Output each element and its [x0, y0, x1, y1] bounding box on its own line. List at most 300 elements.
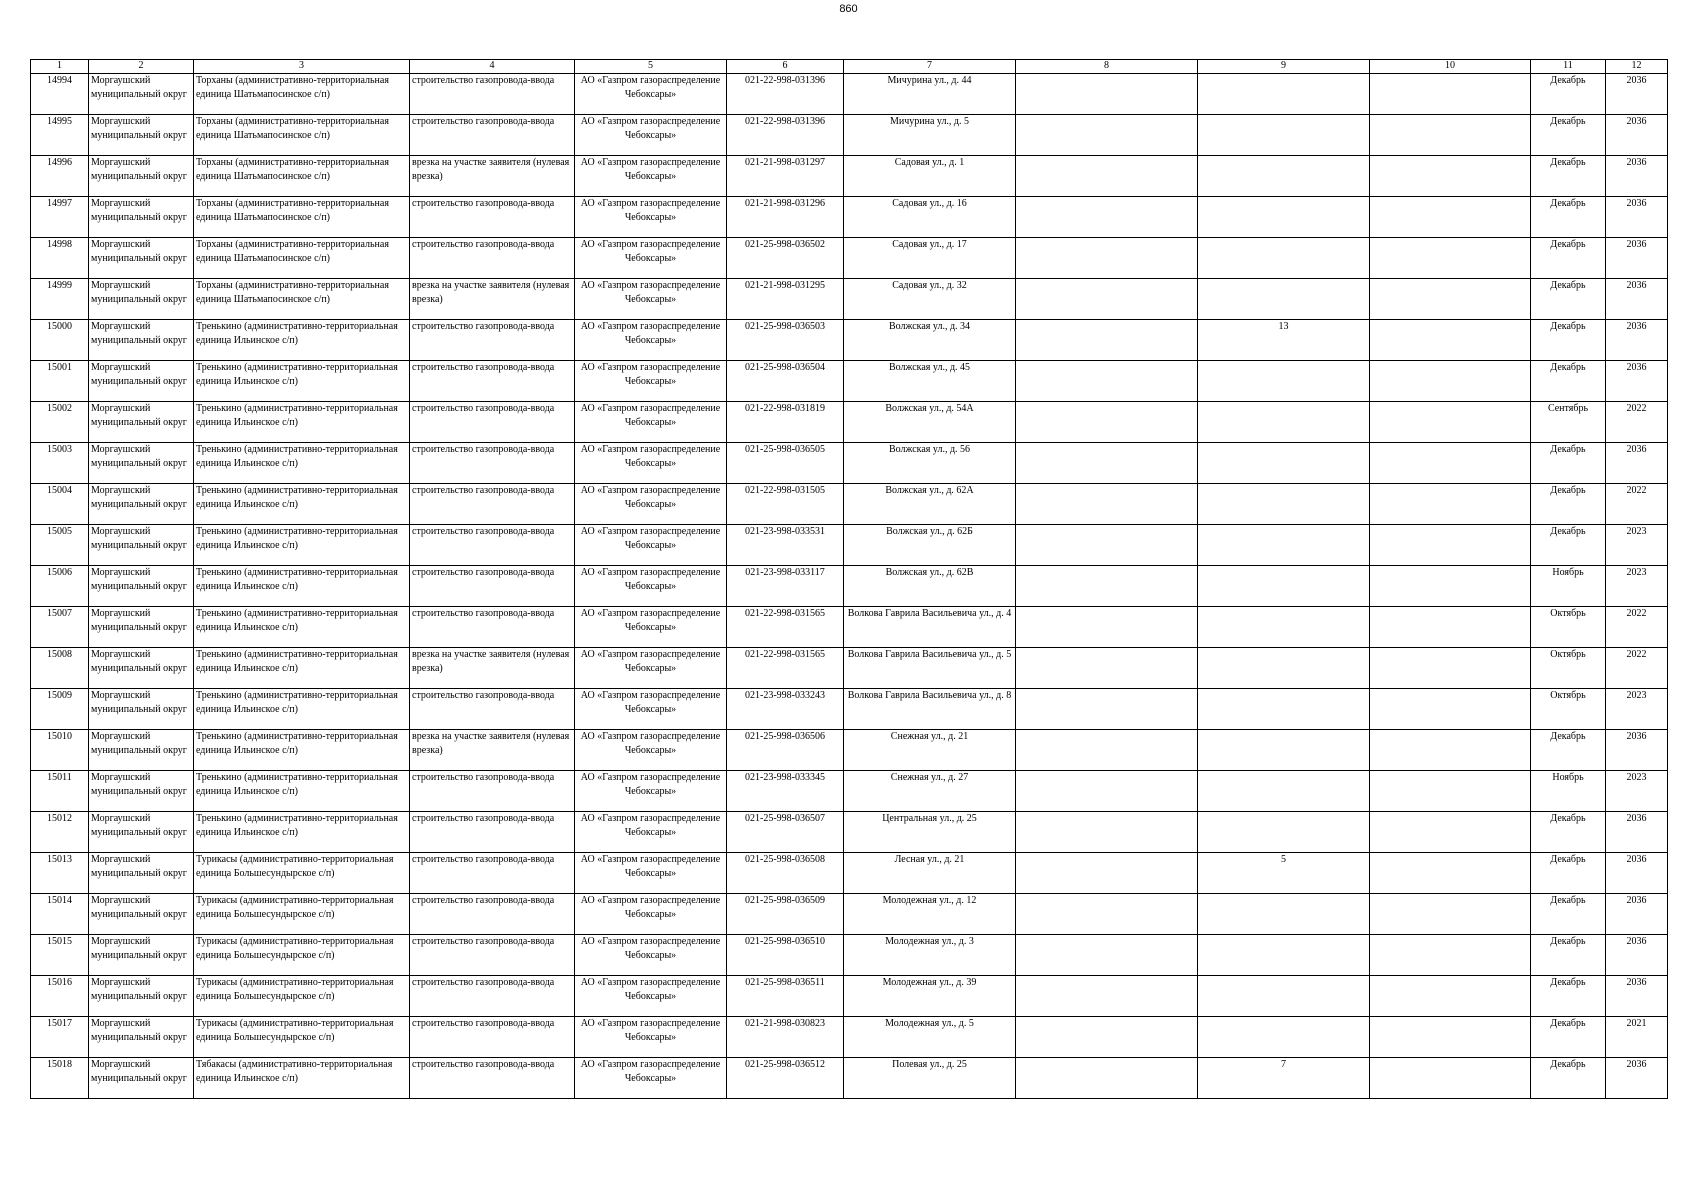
- column-10-cell: [1370, 361, 1531, 402]
- row-number-text: 15009: [47, 690, 72, 701]
- month-cell: [1531, 566, 1606, 607]
- work-type-cell-text: строительство газопровода-ввода: [412, 567, 555, 578]
- table-row: [31, 402, 1668, 443]
- column-8-cell: [1016, 525, 1198, 566]
- year-cell: [1606, 320, 1668, 361]
- district-cell: [89, 607, 194, 648]
- row-number: [31, 689, 89, 730]
- work-type-cell-text: строительство газопровода-ввода: [412, 198, 555, 209]
- year-cell: [1606, 74, 1668, 115]
- month-cell: [1531, 74, 1606, 115]
- row-number-text: 15000: [47, 321, 72, 332]
- address-cell: [844, 894, 1016, 935]
- locality-cell-text: Тренькино (административно-территориальная единица Ильинское с/п): [196, 403, 398, 428]
- month-cell: [1531, 730, 1606, 771]
- organization-cell: [575, 238, 727, 279]
- column-9-cell: [1198, 1017, 1370, 1058]
- year-cell-text: 2022: [1626, 403, 1647, 414]
- code-cell-text: 021-23-998-033243: [745, 690, 825, 701]
- work-type-cell-text: строительство газопровода-ввода: [412, 403, 555, 414]
- address-cell-text: Волжская ул., д. 45: [888, 362, 971, 373]
- code-cell-text: 021-23-998-033117: [745, 567, 825, 578]
- month-cell: [1531, 156, 1606, 197]
- month-cell: [1531, 607, 1606, 648]
- row-number-text: 14999: [47, 280, 72, 291]
- table-row: [31, 689, 1668, 730]
- organization-cell-text: АО «Газпром газораспределение Чебоксары»: [580, 567, 721, 592]
- organization-cell: [575, 320, 727, 361]
- row-number: [31, 238, 89, 279]
- work-type-cell: [410, 1058, 575, 1099]
- column-header: 6: [727, 60, 844, 74]
- column-10-cell: [1370, 484, 1531, 525]
- locality-cell: [194, 238, 410, 279]
- locality-cell-text: Тренькино (административно-территориальная единица Ильинское с/п): [196, 772, 398, 797]
- table-row: [31, 320, 1668, 361]
- address-cell-text: Волжская ул., д. 62В: [885, 567, 974, 578]
- row-number-text: 15007: [47, 608, 72, 619]
- month-cell-text: Декабрь: [1550, 116, 1586, 127]
- district-cell-text: Моргаушский муниципальный округ: [91, 977, 187, 1002]
- month-cell: [1531, 976, 1606, 1017]
- district-cell-text: Моргаушский муниципальный округ: [91, 813, 187, 838]
- year-cell: [1606, 853, 1668, 894]
- locality-cell: [194, 607, 410, 648]
- column-8-cell: [1016, 771, 1198, 812]
- organization-cell: [575, 648, 727, 689]
- month-cell-text: Декабрь: [1550, 731, 1586, 742]
- row-number: [31, 74, 89, 115]
- code-cell-text: 021-25-998-036510: [745, 936, 825, 947]
- code-cell-text: 021-25-998-036505: [745, 444, 825, 455]
- year-cell: [1606, 238, 1668, 279]
- district-cell-text: Моргаушский муниципальный округ: [91, 116, 187, 141]
- address-cell: [844, 525, 1016, 566]
- organization-cell-text: АО «Газпром газораспределение Чебоксары»: [580, 485, 721, 510]
- work-type-cell-text: строительство газопровода-ввода: [412, 977, 555, 988]
- district-cell: [89, 443, 194, 484]
- column-8-cell: [1016, 894, 1198, 935]
- column-10-cell: [1370, 443, 1531, 484]
- row-number: [31, 566, 89, 607]
- month-cell-text: Декабрь: [1550, 526, 1586, 537]
- year-cell-text: 2036: [1626, 239, 1647, 250]
- address-cell-text: Молодежная ул., д. 39: [882, 977, 977, 988]
- month-cell-text: Декабрь: [1550, 1018, 1586, 1029]
- row-number: [31, 115, 89, 156]
- column-9-cell: [1198, 238, 1370, 279]
- column-8-cell: [1016, 238, 1198, 279]
- organization-cell: [575, 771, 727, 812]
- locality-cell: [194, 402, 410, 443]
- work-type-cell: [410, 279, 575, 320]
- year-cell: [1606, 771, 1668, 812]
- column-9-cell: [1198, 976, 1370, 1017]
- code-cell-text: 021-21-998-031296: [745, 198, 825, 209]
- organization-cell-text: АО «Газпром газораспределение Чебоксары»: [580, 444, 721, 469]
- district-cell: [89, 976, 194, 1017]
- year-cell-text: 2036: [1626, 157, 1647, 168]
- work-type-cell: [410, 566, 575, 607]
- address-cell-text: Волжская ул., д. 56: [888, 444, 971, 455]
- row-number-text: 15014: [47, 895, 72, 906]
- column-header: 5: [575, 60, 727, 74]
- organization-cell-text: АО «Газпром газораспределение Чебоксары»: [580, 936, 721, 961]
- column-9-cell: [1198, 689, 1370, 730]
- organization-cell-text: АО «Газпром газораспределение Чебоксары»: [580, 403, 721, 428]
- year-cell-text: 2036: [1626, 977, 1647, 988]
- column-9-cell: [1198, 115, 1370, 156]
- row-number-text: 15011: [47, 772, 72, 783]
- code-cell-text: 021-22-998-031819: [745, 403, 825, 414]
- column-9-cell: [1198, 74, 1370, 115]
- month-cell: [1531, 935, 1606, 976]
- organization-cell-text: АО «Газпром газораспределение Чебоксары»: [580, 690, 721, 715]
- code-cell-text: 021-22-998-031505: [745, 485, 825, 496]
- locality-cell-text: Турикасы (административно-территориальная единица Большесундырское с/п): [196, 1018, 394, 1043]
- code-cell-text: 021-22-998-031565: [745, 649, 825, 660]
- column-8-cell: [1016, 279, 1198, 320]
- organization-cell: [575, 566, 727, 607]
- row-number: [31, 1017, 89, 1058]
- locality-cell: [194, 976, 410, 1017]
- work-type-cell-text: строительство газопровода-ввода: [412, 526, 555, 537]
- district-cell: [89, 402, 194, 443]
- code-cell-text: 021-25-998-036506: [745, 731, 825, 742]
- district-cell-text: Моргаушский муниципальный округ: [91, 731, 187, 756]
- column-10-cell: [1370, 115, 1531, 156]
- code-cell: [727, 1017, 844, 1058]
- row-number: [31, 894, 89, 935]
- column-10-cell: [1370, 853, 1531, 894]
- row-number-text: 15005: [47, 526, 72, 537]
- code-cell-text: 021-25-998-036503: [745, 321, 825, 332]
- table-row: [31, 238, 1668, 279]
- table-row: [31, 812, 1668, 853]
- row-number: [31, 730, 89, 771]
- year-cell: [1606, 894, 1668, 935]
- column-8-cell: [1016, 1017, 1198, 1058]
- column-9-cell: [1198, 730, 1370, 771]
- column-header: 4: [410, 60, 575, 74]
- month-cell-text: Декабрь: [1550, 485, 1586, 496]
- code-cell-text: 021-25-998-036502: [745, 239, 825, 250]
- column-10-cell: [1370, 566, 1531, 607]
- table-row: [31, 1058, 1668, 1099]
- month-cell-text: Декабрь: [1550, 280, 1586, 291]
- address-cell-text: Лесная ул., д. 21: [894, 854, 965, 865]
- locality-cell: [194, 361, 410, 402]
- district-cell-text: Моргаушский муниципальный округ: [91, 1059, 187, 1084]
- work-type-cell-text: строительство газопровода-ввода: [412, 690, 555, 701]
- column-header: 7: [844, 60, 1016, 74]
- district-cell: [89, 74, 194, 115]
- organization-cell: [575, 402, 727, 443]
- district-cell-text: Моргаушский муниципальный округ: [91, 936, 187, 961]
- address-cell-text: Снежная ул., д. 27: [890, 772, 969, 783]
- year-cell: [1606, 197, 1668, 238]
- address-cell-text: Волкова Гаврила Васильевича ул., д. 5: [847, 649, 1012, 660]
- month-cell: [1531, 443, 1606, 484]
- table-row: [31, 484, 1668, 525]
- year-cell-text: 2022: [1626, 649, 1647, 660]
- year-cell: [1606, 443, 1668, 484]
- organization-cell-text: АО «Газпром газораспределение Чебоксары»: [580, 239, 721, 264]
- month-cell: [1531, 484, 1606, 525]
- year-cell-text: 2036: [1626, 280, 1647, 291]
- year-cell-text: 2023: [1626, 772, 1647, 783]
- row-number-text: 15013: [47, 854, 72, 865]
- district-cell-text: Моргаушский муниципальный округ: [91, 444, 187, 469]
- locality-cell: [194, 279, 410, 320]
- table-row: [31, 361, 1668, 402]
- code-cell-text: 021-25-998-036504: [745, 362, 825, 373]
- year-cell-text: 2036: [1626, 198, 1647, 209]
- column-9-cell: [1198, 197, 1370, 238]
- column-8-cell: [1016, 156, 1198, 197]
- code-cell: [727, 1058, 844, 1099]
- month-cell-text: Декабрь: [1550, 936, 1586, 947]
- year-cell-text: 2036: [1626, 1059, 1647, 1070]
- code-cell: [727, 197, 844, 238]
- month-cell-text: Декабрь: [1550, 239, 1586, 250]
- year-cell: [1606, 976, 1668, 1017]
- column-10-cell: [1370, 689, 1531, 730]
- column-10-cell: [1370, 1017, 1531, 1058]
- district-cell: [89, 156, 194, 197]
- organization-cell-text: АО «Газпром газораспределение Чебоксары»: [580, 813, 721, 838]
- address-cell-text: Молодежная ул., д. 5: [885, 1018, 974, 1029]
- column-10-cell: [1370, 238, 1531, 279]
- year-cell-text: 2022: [1626, 485, 1647, 496]
- address-cell: [844, 853, 1016, 894]
- year-cell: [1606, 156, 1668, 197]
- organization-cell-text: АО «Газпром газораспределение Чебоксары»: [580, 977, 721, 1002]
- code-cell: [727, 238, 844, 279]
- table-row: [31, 648, 1668, 689]
- district-cell-text: Моргаушский муниципальный округ: [91, 690, 187, 715]
- organization-cell: [575, 812, 727, 853]
- locality-cell-text: Торханы (административно-территориальная единица Шатьмапосинское с/п): [196, 157, 389, 182]
- column-9-cell-text: 13: [1278, 321, 1289, 332]
- code-cell: [727, 525, 844, 566]
- month-cell: [1531, 238, 1606, 279]
- column-10-cell: [1370, 730, 1531, 771]
- code-cell: [727, 115, 844, 156]
- organization-cell-text: АО «Газпром газораспределение Чебоксары»: [580, 1018, 721, 1043]
- month-cell-text: Декабрь: [1550, 1059, 1586, 1070]
- column-header: 10: [1370, 60, 1531, 74]
- district-cell: [89, 238, 194, 279]
- organization-cell: [575, 689, 727, 730]
- locality-cell: [194, 156, 410, 197]
- year-cell: [1606, 115, 1668, 156]
- address-cell: [844, 1017, 1016, 1058]
- year-cell-text: 2036: [1626, 321, 1647, 332]
- address-cell: [844, 74, 1016, 115]
- locality-cell-text: Тренькино (административно-территориальная единица Ильинское с/п): [196, 321, 398, 346]
- address-cell: [844, 648, 1016, 689]
- work-type-cell: [410, 894, 575, 935]
- work-type-cell: [410, 197, 575, 238]
- work-type-cell-text: строительство газопровода-ввода: [412, 772, 555, 783]
- district-cell: [89, 1058, 194, 1099]
- work-type-cell-text: строительство газопровода-ввода: [412, 608, 555, 619]
- locality-cell-text: Торханы (административно-территориальная единица Шатьмапосинское с/п): [196, 239, 389, 264]
- code-cell: [727, 279, 844, 320]
- column-8-cell: [1016, 853, 1198, 894]
- organization-cell-text: АО «Газпром газораспределение Чебоксары»: [580, 116, 721, 141]
- column-8-cell: [1016, 730, 1198, 771]
- row-number: [31, 484, 89, 525]
- locality-cell-text: Турикасы (административно-территориальная единица Большесундырское с/п): [196, 977, 394, 1002]
- column-10-cell: [1370, 935, 1531, 976]
- column-10-cell: [1370, 156, 1531, 197]
- month-cell: [1531, 525, 1606, 566]
- address-cell: [844, 812, 1016, 853]
- organization-cell-text: АО «Газпром газораспределение Чебоксары»: [580, 772, 721, 797]
- district-cell: [89, 771, 194, 812]
- district-cell-text: Моргаушский муниципальный округ: [91, 75, 187, 100]
- organization-cell: [575, 730, 727, 771]
- address-cell: [844, 402, 1016, 443]
- code-cell: [727, 484, 844, 525]
- address-cell-text: Мичурина ул., д. 44: [887, 75, 972, 86]
- month-cell-text: Декабрь: [1550, 895, 1586, 906]
- organization-cell-text: АО «Газпром газораспределение Чебоксары»: [580, 649, 721, 674]
- organization-cell: [575, 853, 727, 894]
- work-type-cell-text: строительство газопровода-ввода: [412, 854, 555, 865]
- row-number: [31, 976, 89, 1017]
- address-cell-text: Молодежная ул., д. 12: [882, 895, 977, 906]
- code-cell-text: 021-22-998-031396: [745, 116, 825, 127]
- row-number-text: 15004: [47, 485, 72, 496]
- year-cell: [1606, 689, 1668, 730]
- month-cell: [1531, 771, 1606, 812]
- district-cell-text: Моргаушский муниципальный округ: [91, 362, 187, 387]
- organization-cell-text: АО «Газпром газораспределение Чебоксары»: [580, 854, 721, 879]
- column-9-cell: [1198, 771, 1370, 812]
- locality-cell-text: Тябакасы (административно-территориальная единица Ильинское с/п): [196, 1059, 393, 1084]
- column-8-cell: [1016, 648, 1198, 689]
- address-cell-text: Садовая ул., д. 32: [892, 280, 967, 291]
- work-type-cell: [410, 402, 575, 443]
- table-row: [31, 115, 1668, 156]
- code-cell-text: 021-25-998-036509: [745, 895, 825, 906]
- locality-cell-text: Торханы (административно-территориальная единица Шатьмапосинское с/п): [196, 75, 389, 100]
- district-cell-text: Моргаушский муниципальный округ: [91, 854, 187, 879]
- work-type-cell: [410, 976, 575, 1017]
- organization-cell-text: АО «Газпром газораспределение Чебоксары»: [580, 526, 721, 551]
- district-cell-text: Моргаушский муниципальный округ: [91, 895, 187, 920]
- address-cell: [844, 156, 1016, 197]
- month-cell: [1531, 689, 1606, 730]
- column-9-cell: [1198, 894, 1370, 935]
- code-cell: [727, 689, 844, 730]
- locality-cell-text: Тренькино (административно-территориальная единица Ильинское с/п): [196, 362, 398, 387]
- locality-cell: [194, 566, 410, 607]
- month-cell-text: Декабрь: [1550, 854, 1586, 865]
- row-number-text: 15018: [47, 1059, 72, 1070]
- locality-cell: [194, 320, 410, 361]
- work-type-cell: [410, 443, 575, 484]
- year-cell-text: 2036: [1626, 854, 1647, 865]
- locality-cell: [194, 525, 410, 566]
- column-8-cell: [1016, 976, 1198, 1017]
- column-8-cell: [1016, 935, 1198, 976]
- month-cell-text: Октябрь: [1550, 690, 1586, 701]
- address-cell: [844, 771, 1016, 812]
- code-cell: [727, 730, 844, 771]
- table-row: [31, 935, 1668, 976]
- column-10-cell: [1370, 74, 1531, 115]
- column-8-cell: [1016, 812, 1198, 853]
- year-cell-text: 2036: [1626, 444, 1647, 455]
- row-number-text: 15012: [47, 813, 72, 824]
- year-cell: [1606, 1017, 1668, 1058]
- month-cell-text: Декабрь: [1550, 321, 1586, 332]
- column-header: 1: [31, 60, 89, 74]
- district-cell: [89, 935, 194, 976]
- column-header: 11: [1531, 60, 1606, 74]
- month-cell: [1531, 361, 1606, 402]
- organization-cell: [575, 74, 727, 115]
- organization-cell-text: АО «Газпром газораспределение Чебоксары»: [580, 895, 721, 920]
- locality-cell-text: Торханы (административно-территориальная единица Шатьмапосинское с/п): [196, 198, 389, 223]
- code-cell: [727, 648, 844, 689]
- row-number: [31, 812, 89, 853]
- district-cell-text: Моргаушский муниципальный округ: [91, 403, 187, 428]
- row-number-text: 15008: [47, 649, 72, 660]
- year-cell: [1606, 812, 1668, 853]
- organization-cell: [575, 1017, 727, 1058]
- locality-cell-text: Турикасы (административно-территориальная единица Большесундырское с/п): [196, 936, 394, 961]
- month-cell: [1531, 1017, 1606, 1058]
- month-cell-text: Ноябрь: [1552, 567, 1584, 578]
- column-8-cell: [1016, 1058, 1198, 1099]
- work-type-cell: [410, 115, 575, 156]
- district-cell: [89, 320, 194, 361]
- code-cell-text: 021-25-998-036507: [745, 813, 825, 824]
- work-type-cell: [410, 238, 575, 279]
- column-8-cell: [1016, 484, 1198, 525]
- code-cell: [727, 853, 844, 894]
- column-9-cell: [1198, 935, 1370, 976]
- district-cell-text: Моргаушский муниципальный округ: [91, 567, 187, 592]
- code-cell-text: 021-25-998-036508: [745, 854, 825, 865]
- month-cell-text: Ноябрь: [1552, 772, 1584, 783]
- column-10-cell: [1370, 279, 1531, 320]
- address-cell: [844, 320, 1016, 361]
- column-9-cell-text: 5: [1281, 854, 1286, 865]
- organization-cell-text: АО «Газпром газораспределение Чебоксары»: [580, 75, 721, 100]
- address-cell-text: Волкова Гаврила Васильевича ул., д. 8: [847, 690, 1012, 701]
- year-cell-text: 2022: [1626, 608, 1647, 619]
- district-cell-text: Моргаушский муниципальный округ: [91, 526, 187, 551]
- row-number: [31, 1058, 89, 1099]
- district-cell-text: Моргаушский муниципальный округ: [91, 198, 187, 223]
- table-row: [31, 566, 1668, 607]
- year-cell: [1606, 279, 1668, 320]
- row-number-text: 15001: [47, 362, 72, 373]
- table-row: [31, 976, 1668, 1017]
- organization-cell: [575, 197, 727, 238]
- column-10-cell: [1370, 812, 1531, 853]
- work-type-cell-text: строительство газопровода-ввода: [412, 362, 555, 373]
- organization-cell-text: АО «Газпром газораспределение Чебоксары»: [580, 280, 721, 305]
- column-9-cell: [1198, 402, 1370, 443]
- column-10-cell: [1370, 1058, 1531, 1099]
